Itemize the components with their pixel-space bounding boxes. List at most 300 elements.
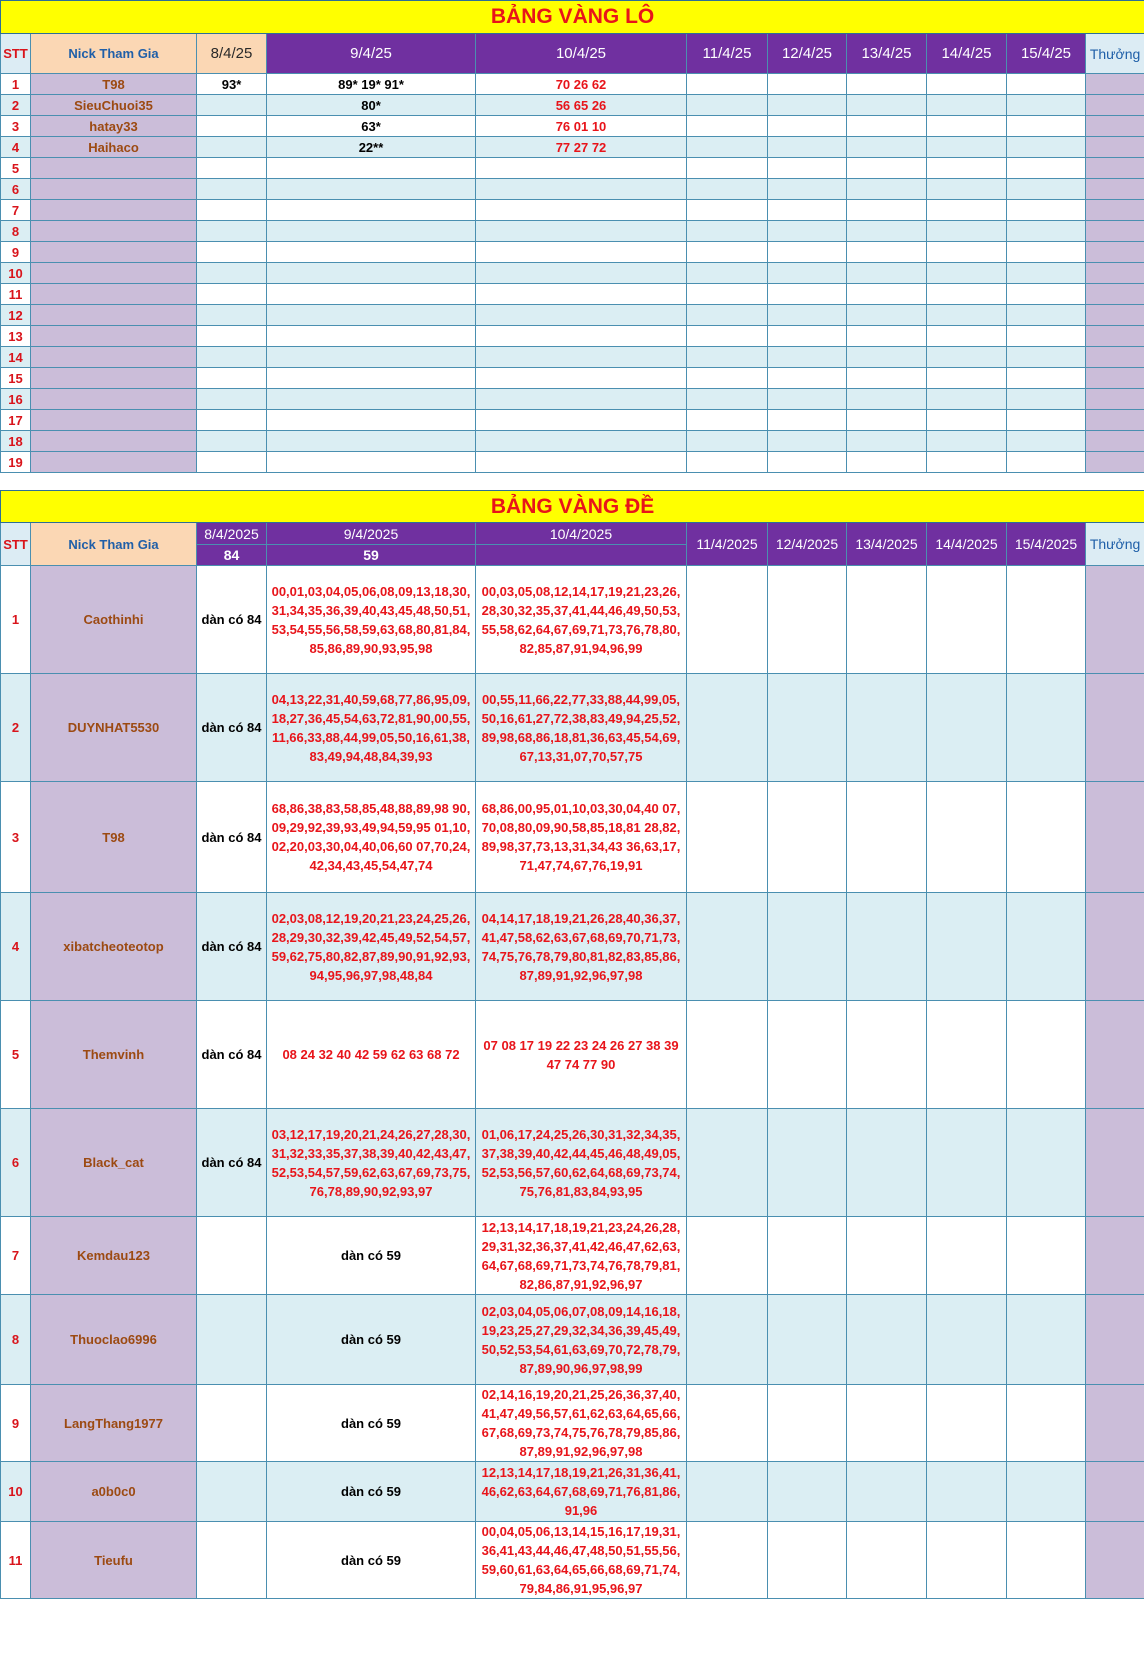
lo-row-date-cell — [847, 74, 927, 95]
de-row-date-cell — [1007, 1217, 1086, 1295]
lo-row-date-cell — [768, 452, 847, 473]
lo-header-reward: Thưởng — [1086, 34, 1144, 74]
de-row-date-cell: 04,14,17,18,19,21,26,28,40,36,37,41,47,58,62,63,67,68,69,70,71,73,74,75,76,78,79,80,81,82,83,85,86,87,89,91,92,96,97,98 — [476, 893, 687, 1001]
lo-header-date: 13/4/25 — [847, 34, 927, 74]
lo-row-date-cell — [1007, 368, 1086, 389]
lo-row-date-cell — [687, 284, 768, 305]
de-row-date-cell — [768, 1522, 847, 1599]
lo-row-date-cell — [267, 284, 476, 305]
lo-header-date: 10/4/25 — [476, 34, 687, 74]
lo-row-date-cell — [1007, 200, 1086, 221]
de-header-reward: Thưởng — [1086, 523, 1144, 566]
lo-row-nick — [31, 179, 197, 200]
lo-row-date-cell — [197, 305, 267, 326]
de-table-row — [1, 1295, 1144, 1385]
lo-row-date-cell — [927, 242, 1007, 263]
de-row-date-cell — [847, 782, 927, 893]
de-row-stt: 9 — [1, 1385, 31, 1462]
de-header-date: 13/4/2025 — [847, 523, 927, 566]
de-row-date-cell — [927, 893, 1007, 1001]
lo-row-stt: 16 — [1, 389, 31, 410]
de-row-stt: 5 — [1, 1001, 31, 1109]
lo-table-row — [1, 95, 1144, 116]
lo-row-date-cell — [197, 410, 267, 431]
de-row-date-cell — [847, 893, 927, 1001]
lo-row-nick — [31, 431, 197, 452]
lo-row-reward — [1086, 95, 1144, 116]
lo-header-date: 8/4/25 — [197, 34, 267, 74]
de-row-date-cell — [197, 1295, 267, 1385]
lo-row-date-cell: 22** — [267, 137, 476, 158]
lo-row-date-cell — [267, 452, 476, 473]
de-table-row — [1, 1522, 1144, 1599]
de-table-row — [1, 566, 1144, 674]
de-row-reward — [1086, 1001, 1144, 1109]
lo-row-nick — [31, 200, 197, 221]
lo-row-date-cell — [1007, 74, 1086, 95]
de-table-row — [1, 1109, 1144, 1217]
lo-row-date-cell — [197, 242, 267, 263]
de-row-nick: T98 — [31, 782, 197, 893]
lo-row-date-cell — [267, 389, 476, 410]
de-row-stt: 1 — [1, 566, 31, 674]
lo-row-nick — [31, 368, 197, 389]
lo-row-date-cell — [267, 347, 476, 368]
lo-row-stt: 15 — [1, 368, 31, 389]
lo-row-date-cell — [197, 116, 267, 137]
de-row-date-cell — [1007, 1109, 1086, 1217]
lo-row-date-cell — [197, 452, 267, 473]
lo-row-date-cell — [927, 95, 1007, 116]
lo-row-nick — [31, 263, 197, 284]
lo-row-date-cell — [197, 263, 267, 284]
de-row-date-cell — [847, 566, 927, 674]
lo-row-date-cell — [687, 116, 768, 137]
lo-row-date-cell — [687, 242, 768, 263]
lo-row-date-cell — [847, 221, 927, 242]
de-row-date-cell — [768, 782, 847, 893]
lo-row-date-cell — [927, 431, 1007, 452]
lo-row-date-cell — [476, 431, 687, 452]
lo-row-date-cell — [476, 284, 687, 305]
lo-row-date-cell — [687, 95, 768, 116]
lo-row-reward — [1086, 389, 1144, 410]
de-row-date-cell — [768, 893, 847, 1001]
lo-table-row — [1, 305, 1144, 326]
lo-header-nick: Nick Tham Gia — [31, 34, 197, 74]
lo-row-reward — [1086, 410, 1144, 431]
de-table-row — [1, 674, 1144, 782]
lo-row-date-cell — [476, 200, 687, 221]
lo-row-date-cell — [768, 179, 847, 200]
lo-row-date-cell — [687, 158, 768, 179]
de-row-date-cell — [768, 566, 847, 674]
lo-row-stt: 19 — [1, 452, 31, 473]
lo-row-date-cell — [476, 410, 687, 431]
lo-row-date-cell — [927, 326, 1007, 347]
lo-row-date-cell — [1007, 305, 1086, 326]
lo-row-nick — [31, 326, 197, 347]
de-row-date-cell: 00,03,05,08,12,14,17,19,21,23,26,28,30,32,35,37,41,44,46,49,50,53,55,58,62,64,67,69,71,73,76,78,80,82,85,87,91,94,96,99 — [476, 566, 687, 674]
lo-row-date-cell — [768, 116, 847, 137]
lo-row-nick: hatay33 — [31, 116, 197, 137]
de-table-row — [1, 782, 1144, 893]
de-table-row — [1, 893, 1144, 1001]
lo-row-stt: 14 — [1, 347, 31, 368]
lo-row-date-cell — [1007, 179, 1086, 200]
lo-row-reward — [1086, 452, 1144, 473]
de-row-date-cell — [927, 1109, 1007, 1217]
lo-row-date-cell — [267, 158, 476, 179]
de-header-date: 14/4/2025 — [927, 523, 1007, 566]
de-row-stt: 2 — [1, 674, 31, 782]
lo-row-nick: SieuChuoi35 — [31, 95, 197, 116]
lo-header-stt: STT — [1, 34, 31, 74]
de-row-stt: 8 — [1, 1295, 31, 1385]
lo-row-nick — [31, 410, 197, 431]
lo-row-stt: 7 — [1, 200, 31, 221]
de-row-date-cell — [927, 1385, 1007, 1462]
lo-table-row — [1, 221, 1144, 242]
de-row-date-cell — [927, 674, 1007, 782]
lo-row-date-cell — [847, 116, 927, 137]
lo-header-date: 12/4/25 — [768, 34, 847, 74]
lo-row-date-cell — [1007, 242, 1086, 263]
lo-row-stt: 8 — [1, 221, 31, 242]
lo-row-reward — [1086, 347, 1144, 368]
lo-header-date: 9/4/25 — [267, 34, 476, 74]
de-row-date-cell — [847, 1001, 927, 1109]
lo-row-date-cell — [768, 200, 847, 221]
de-row-stt: 6 — [1, 1109, 31, 1217]
lo-row-date-cell: 89* 19* 91* — [267, 74, 476, 95]
de-row-date-cell: dàn có 84 — [197, 782, 267, 893]
de-row-date-cell: 00,04,05,06,13,14,15,16,17,19,31,36,41,43,44,46,47,48,50,51,55,56,59,60,61,63,64,65,66,68,69,71,74,79,84,86,91,95,96,97 — [476, 1522, 687, 1599]
de-row-date-cell: 12,13,14,17,18,19,21,26,31,36,41,46,62,63,64,67,68,69,71,76,81,86,91,96 — [476, 1462, 687, 1522]
de-row-date-cell: 02,03,08,12,19,20,21,23,24,25,26,28,29,30,32,39,42,45,49,52,54,57,59,62,75,80,82,87,89,90,91,92,93,94,95,96,97,98,48,84 — [267, 893, 476, 1001]
lo-row-date-cell — [1007, 221, 1086, 242]
lo-row-date-cell — [476, 305, 687, 326]
de-row-reward — [1086, 674, 1144, 782]
lo-row-reward — [1086, 74, 1144, 95]
lo-row-date-cell — [927, 452, 1007, 473]
lo-row-date-cell — [847, 431, 927, 452]
lo-row-date-cell — [768, 410, 847, 431]
lo-row-date-cell — [687, 326, 768, 347]
lo-row-date-cell — [267, 368, 476, 389]
lo-row-stt: 1 — [1, 74, 31, 95]
lo-header-date: 15/4/25 — [1007, 34, 1086, 74]
de-row-date-cell — [927, 782, 1007, 893]
de-row-date-cell: dàn có 59 — [267, 1462, 476, 1522]
lo-title: BẢNG VÀNG LÔ — [1, 1, 1144, 34]
lo-row-stt: 13 — [1, 326, 31, 347]
lo-row-reward — [1086, 305, 1144, 326]
lo-row-date-cell — [768, 305, 847, 326]
de-row-reward — [1086, 1109, 1144, 1217]
de-row-date-cell — [1007, 1462, 1086, 1522]
lo-row-date-cell — [476, 179, 687, 200]
lo-row-date-cell — [768, 221, 847, 242]
lo-row-date-cell — [927, 116, 1007, 137]
lo-row-date-cell — [197, 284, 267, 305]
lo-row-reward — [1086, 221, 1144, 242]
de-row-date-cell — [1007, 1295, 1086, 1385]
de-row-date-cell — [197, 1522, 267, 1599]
lo-row-date-cell — [197, 200, 267, 221]
lo-row-date-cell — [768, 158, 847, 179]
de-row-date-cell: 04,13,22,31,40,59,68,77,86,95,09,18,27,36,45,54,63,72,81,90,00,55,11,66,33,88,44,99,05,50,16,61,38,83,49,94,48,84,39,93 — [267, 674, 476, 782]
lo-row-date-cell — [1007, 326, 1086, 347]
lo-row-date-cell — [267, 221, 476, 242]
de-row-reward — [1086, 782, 1144, 893]
lo-row-date-cell — [476, 221, 687, 242]
lo-table-row — [1, 179, 1144, 200]
lo-row-nick — [31, 242, 197, 263]
lo-row-date-cell: 80* — [267, 95, 476, 116]
de-row-date-cell — [847, 674, 927, 782]
de-row-date-cell — [768, 1217, 847, 1295]
lo-table-row — [1, 326, 1144, 347]
de-row-nick: Themvinh — [31, 1001, 197, 1109]
lo-row-reward — [1086, 284, 1144, 305]
de-row-date-cell — [1007, 566, 1086, 674]
lo-row-date-cell — [1007, 137, 1086, 158]
de-row-date-cell — [1007, 1522, 1086, 1599]
lo-row-date-cell — [687, 410, 768, 431]
lo-row-date-cell: 77 27 72 — [476, 137, 687, 158]
lo-row-date-cell — [768, 74, 847, 95]
lo-row-date-cell — [927, 137, 1007, 158]
lo-row-stt: 11 — [1, 284, 31, 305]
lo-row-date-cell — [768, 284, 847, 305]
de-row-date-cell: 07 08 17 19 22 23 24 26 27 38 39 47 74 77 90 — [476, 1001, 687, 1109]
de-row-date-cell: 08 24 32 40 42 59 62 63 68 72 — [267, 1001, 476, 1109]
lo-row-date-cell — [1007, 347, 1086, 368]
lo-row-date-cell — [267, 200, 476, 221]
de-result-cell: 59 — [267, 545, 476, 566]
de-row-nick: Thuoclao6996 — [31, 1295, 197, 1385]
lo-row-date-cell: 93* — [197, 74, 267, 95]
lo-row-date-cell — [687, 137, 768, 158]
lo-row-date-cell — [927, 305, 1007, 326]
de-row-date-cell — [197, 1462, 267, 1522]
lo-row-reward — [1086, 158, 1144, 179]
lo-row-reward — [1086, 242, 1144, 263]
lo-row-date-cell — [197, 431, 267, 452]
de-row-date-cell — [927, 1295, 1007, 1385]
lo-row-date-cell — [927, 74, 1007, 95]
lo-table-row — [1, 452, 1144, 473]
lo-row-nick: T98 — [31, 74, 197, 95]
lo-row-date-cell — [847, 389, 927, 410]
de-row-date-cell: 68,86,38,83,58,85,48,88,89,98 90,09,29,92,39,93,49,94,59,95 01,10,02,20,03,30,04,40,06,60 07,70,24,42,34,43,45,54,47,74 — [267, 782, 476, 893]
de-header-date: 8/4/2025 — [197, 523, 267, 545]
lo-row-date-cell — [687, 74, 768, 95]
de-row-stt: 4 — [1, 893, 31, 1001]
lo-table-row — [1, 431, 1144, 452]
lo-row-date-cell — [847, 95, 927, 116]
lo-row-date-cell — [687, 389, 768, 410]
lo-row-stt: 10 — [1, 263, 31, 284]
de-row-nick: DUYNHAT5530 — [31, 674, 197, 782]
de-row-date-cell: dàn có 59 — [267, 1217, 476, 1295]
lo-row-date-cell — [847, 326, 927, 347]
de-row-date-cell — [687, 893, 768, 1001]
lo-header-date: 14/4/25 — [927, 34, 1007, 74]
de-row-date-cell: dàn có 59 — [267, 1522, 476, 1599]
lo-row-date-cell: 56 65 26 — [476, 95, 687, 116]
lo-row-date-cell — [1007, 158, 1086, 179]
de-row-date-cell — [847, 1522, 927, 1599]
de-row-date-cell — [687, 566, 768, 674]
lo-table-row — [1, 242, 1144, 263]
lo-table — [0, 0, 1144, 473]
lo-row-date-cell: 63* — [267, 116, 476, 137]
lo-row-date-cell — [267, 305, 476, 326]
de-result-cell — [476, 545, 687, 566]
de-row-date-cell — [768, 1295, 847, 1385]
lo-table-row — [1, 74, 1144, 95]
de-row-date-cell — [768, 1385, 847, 1462]
de-row-stt: 11 — [1, 1522, 31, 1599]
lo-row-date-cell — [768, 389, 847, 410]
de-row-date-cell — [687, 1385, 768, 1462]
de-row-reward — [1086, 1385, 1144, 1462]
de-row-date-cell — [687, 782, 768, 893]
de-row-nick: xibatcheoteotop — [31, 893, 197, 1001]
lo-row-date-cell — [687, 179, 768, 200]
de-row-nick: Black_cat — [31, 1109, 197, 1217]
lo-row-stt: 17 — [1, 410, 31, 431]
lo-row-date-cell — [197, 221, 267, 242]
de-row-nick: Tieufu — [31, 1522, 197, 1599]
lo-row-date-cell — [687, 452, 768, 473]
lo-row-reward — [1086, 137, 1144, 158]
de-header-stt: STT — [1, 523, 31, 566]
de-row-reward — [1086, 1295, 1144, 1385]
de-header-date: 9/4/2025 — [267, 523, 476, 545]
lo-row-nick — [31, 452, 197, 473]
de-header-date: 10/4/2025 — [476, 523, 687, 545]
lo-row-date-cell — [927, 284, 1007, 305]
de-result-cell: 84 — [197, 545, 267, 566]
de-row-date-cell — [768, 1462, 847, 1522]
lo-row-nick — [31, 284, 197, 305]
de-row-date-cell — [927, 1217, 1007, 1295]
lo-row-date-cell — [1007, 410, 1086, 431]
lo-row-stt: 9 — [1, 242, 31, 263]
lo-row-date-cell — [687, 263, 768, 284]
de-row-nick: LangThang1977 — [31, 1385, 197, 1462]
de-row-date-cell — [768, 1001, 847, 1109]
de-row-date-cell — [847, 1109, 927, 1217]
lo-row-reward — [1086, 179, 1144, 200]
de-row-reward — [1086, 566, 1144, 674]
lo-table-row — [1, 389, 1144, 410]
de-row-reward — [1086, 1522, 1144, 1599]
de-header-date: 11/4/2025 — [687, 523, 768, 566]
lo-row-reward — [1086, 200, 1144, 221]
lo-row-date-cell — [476, 368, 687, 389]
de-row-date-cell: 68,86,00,95,01,10,03,30,04,40 07,70,08,80,09,90,58,85,18,81 28,82,89,98,37,73,13,31,34,43 36,63,17,71,47,74,67,76,19,91 — [476, 782, 687, 893]
lo-row-stt: 4 — [1, 137, 31, 158]
de-row-date-cell: 02,03,04,05,06,07,08,09,14,16,18,19,23,25,27,29,32,34,36,39,45,49,50,52,53,54,61,63,69,70,72,78,79,87,89,90,96,97,98,99 — [476, 1295, 687, 1385]
de-row-nick: a0b0c0 — [31, 1462, 197, 1522]
de-table-row — [1, 1385, 1144, 1462]
lo-row-date-cell — [927, 158, 1007, 179]
lo-row-date-cell — [267, 410, 476, 431]
lo-row-date-cell — [847, 158, 927, 179]
lo-row-date-cell — [197, 179, 267, 200]
lo-row-date-cell — [197, 389, 267, 410]
lo-row-date-cell — [1007, 452, 1086, 473]
de-row-date-cell — [1007, 1385, 1086, 1462]
lo-row-nick — [31, 347, 197, 368]
lo-row-date-cell — [687, 368, 768, 389]
lo-table-row — [1, 200, 1144, 221]
lo-row-date-cell — [768, 137, 847, 158]
lo-row-date-cell — [476, 242, 687, 263]
lo-table-row — [1, 347, 1144, 368]
de-row-stt: 3 — [1, 782, 31, 893]
lo-row-date-cell — [1007, 116, 1086, 137]
de-row-date-cell — [768, 674, 847, 782]
de-row-stt: 10 — [1, 1462, 31, 1522]
lo-row-date-cell — [267, 431, 476, 452]
lo-row-date-cell — [927, 410, 1007, 431]
lo-row-stt: 3 — [1, 116, 31, 137]
lo-row-date-cell — [927, 179, 1007, 200]
de-row-date-cell — [1007, 674, 1086, 782]
de-row-date-cell — [197, 1217, 267, 1295]
de-row-date-cell: dàn có 59 — [267, 1295, 476, 1385]
lo-row-date-cell — [847, 263, 927, 284]
lo-row-date-cell — [927, 263, 1007, 284]
lo-row-stt: 5 — [1, 158, 31, 179]
lo-row-nick — [31, 305, 197, 326]
lo-row-date-cell — [768, 263, 847, 284]
de-row-date-cell: dàn có 84 — [197, 1109, 267, 1217]
de-row-date-cell: dàn có 84 — [197, 566, 267, 674]
lo-row-date-cell — [847, 284, 927, 305]
lo-row-date-cell — [1007, 284, 1086, 305]
de-row-date-cell: 00,55,11,66,22,77,33,88,44,99,05,50,16,61,27,72,38,83,49,94,25,52,89,98,68,86,18,81,36,63,45,54,69,67,13,31,07,70,57,75 — [476, 674, 687, 782]
lo-row-nick — [31, 221, 197, 242]
lo-row-nick: Haihaco — [31, 137, 197, 158]
de-table — [0, 490, 1144, 1599]
de-row-date-cell — [687, 1462, 768, 1522]
lo-row-date-cell — [768, 95, 847, 116]
lo-row-date-cell — [1007, 431, 1086, 452]
de-row-date-cell: dàn có 84 — [197, 1001, 267, 1109]
lo-row-date-cell — [1007, 389, 1086, 410]
lo-row-date-cell — [687, 305, 768, 326]
lo-row-stt: 18 — [1, 431, 31, 452]
de-row-stt: 7 — [1, 1217, 31, 1295]
de-row-date-cell — [687, 1522, 768, 1599]
de-row-date-cell — [687, 1109, 768, 1217]
de-row-date-cell — [687, 674, 768, 782]
de-row-date-cell — [847, 1385, 927, 1462]
lo-row-stt: 2 — [1, 95, 31, 116]
de-row-date-cell: 02,14,16,19,20,21,25,26,36,37,40,41,47,49,56,57,61,62,63,64,65,66,67,68,69,73,74,75,76,78,79,85,86,87,89,91,92,96,97,98 — [476, 1385, 687, 1462]
de-table-row — [1, 1217, 1144, 1295]
de-row-date-cell — [1007, 782, 1086, 893]
de-row-date-cell — [1007, 893, 1086, 1001]
lo-row-reward — [1086, 431, 1144, 452]
de-row-date-cell: dàn có 84 — [197, 674, 267, 782]
